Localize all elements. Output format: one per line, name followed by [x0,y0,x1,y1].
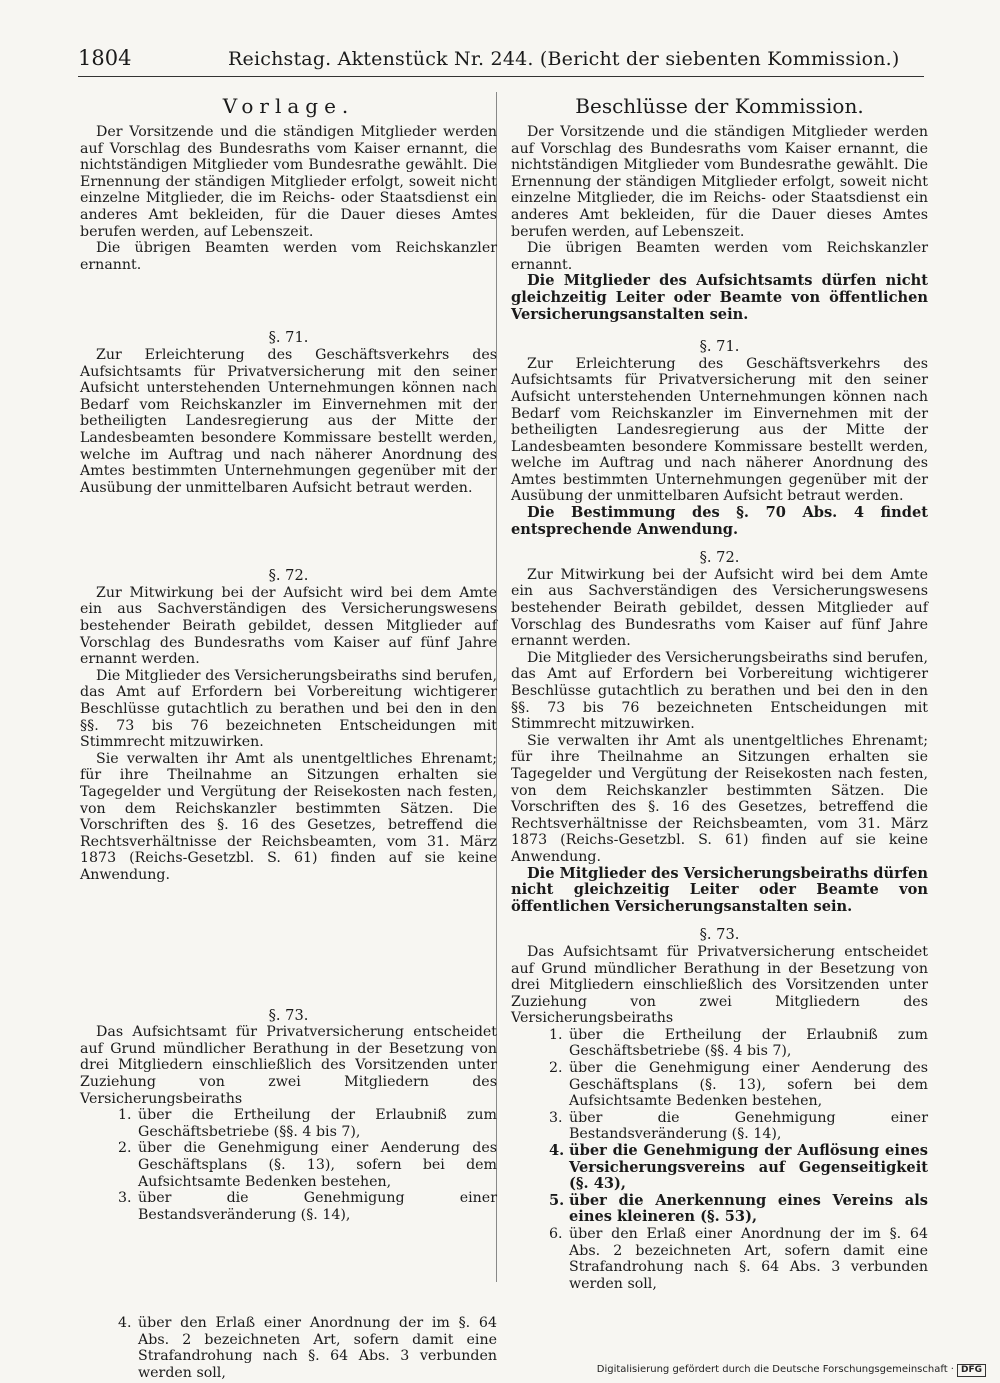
list-item [80,1107,497,1140]
left-section-71-paragraph-1: Zur Erleichterung des Geschäftsverkehrs des Aufsichtsamts für Privatversicherung mit den seiner Aufsicht unterstehenden Unternehmungen können nach Bedarf vom Reichskanzler im Einvernehmen mit der betheiligten Landesregierung aus der Mitte der Landesbeamten besondere Kommissare bestellt werden, welche im Auftrag und nach näherer Anordnung des Amtes bestimmten Unternehmungen gegenüber mit der Ausübung der unmittelbaren Aufsicht betraut werden. [80,346,497,496]
list-item-number: 1. [118,1107,132,1124]
left-section-72-heading: §. 72. [268,567,309,585]
dfg-logo: DFG [957,1364,986,1377]
list-item-number: 2. [549,1060,563,1077]
list-item-number: 1. [549,1026,563,1043]
running-title: Reichstag. Aktenstück Nr. 244. (Bericht der siebenten Kommission.) [228,48,900,70]
left-section-73-heading: §. 73. [268,1006,309,1024]
left-section-73-paragraph-1: Das Aufsichtsamt für Privatversicherung entscheidet auf Grund mündlicher Berathung in der Besetzung von drei Mitgliedern einschließlich des Vorsitzenden unter Zuziehung von zwei Mitgliedern des Versicherungsbeiraths [80,1024,497,1107]
list-item-text: über die Anerkennung eines Vereins als eines kleineren (§. 53), [569,1191,928,1226]
list-item-text: über die Genehmigung der Auflösung eines Versicherungsvereins auf Gegenseitigkeit (§. 43), [569,1142,928,1193]
list-item-text: über den Erlaß einer Anordnung der im §. 64 Abs. 2 bezeichneten Art, sofern damit eine Strafandrohung nach §. 64 Abs. 3 verbunden werden soll, [138,1315,497,1382]
list-item [80,1140,497,1190]
list-item [80,1315,497,1381]
list-item-number: 6. [549,1226,563,1242]
left-intro-paragraph-1: Der Vorsitzende und die ständigen Mitglieder werden auf Vorschlag des Bundesraths vom Kaiser ernannt, die nichtständigen Mitglieder vom Bundesrathe gewählt. Die Ernennung der ständigen Mitglieder erfolgt, soweit nicht einzelne Mitglieder, die im Reichs- oder Staatsdienst ein anderes Amt bekleiden, für die Dauer dieses Amtes berufen werden, auf Lebenszeit. [80,124,497,240]
credit-text: Digitalisierung gefördert durch die Deutsche Forschungsgemeinschaft · [596,1364,954,1375]
list-item [511,1060,928,1110]
left-section-71-heading: §. 71. [268,329,309,347]
left-intro-paragraph-2: Die übrigen Beamten werden vom Reichskanzler ernannt. [80,240,497,273]
right-section-71-paragraph-1: Zur Erleichterung des Geschäftsverkehrs des Aufsichtsamts für Privatversicherung mit den seiner Aufsicht unterstehenden Unternehmungen können nach Bedarf vom Reichskanzler im Einvernehmen mit der betheiligten Landesregierung aus der Mitte der Landesbeamten besondere Kommissare bestellt werden, welche im Auftrag und nach näherer Anordnung des Amtes bestimmten Unternehmungen gegenüber mit der Ausübung der unmittelbaren Aufsicht betraut werden. [511,355,928,505]
right-column [511,88,928,1292]
digitization-credit [597,1364,986,1377]
right-section-72-paragraph-4-amendment: Die Mitglieder des Versicherungsbeiraths dürfen nicht gleichzeitig Leiter oder Beamte von öffentlichen Versicherungsanstalten sein. [511,864,928,915]
right-intro-paragraph-2: Die übrigen Beamten werden vom Reichskanzler ernannt. [511,240,928,273]
list-item [80,1190,497,1223]
right-section-72-paragraph-1: Zur Mitwirkung bei der Aufsicht wird bei dem Amte ein aus Sachverständigen des Versicherungswesens bestehender Beirath gebildet, dessen Mitglieder auf Vorschlag des Bundesraths vom Kaiser auf fünf Jahre ernannt werden. [511,566,928,650]
page-number: 1804 [78,46,132,70]
right-section-71-paragraph-2-amendment: Die Bestimmung des §. 70 Abs. 4 findet entsprechende Anwendung. [511,504,928,538]
list-item-text: über den Erlaß einer Anordnung der im §. 64 Abs. 2 bezeichneten Art, sofern damit eine Strafandrohung nach §. 64 Abs. 3 verbunden werden soll, [569,1226,928,1292]
right-section-72-heading: §. 72. [699,549,740,567]
right-section-73-list [511,1027,928,1293]
left-section-72-paragraph-2: Die Mitglieder des Versicherungsbeiraths sind berufen, das Amt auf Erfordern bei Vorbereitung wichtigerer Beschlüsse gutachtlich zu berathen und bei den in den §§. 73 bis 76 bezeichneten Entscheidungen mit Stimmrecht mitzuwirken. [80,667,497,751]
page-header [78,40,924,77]
right-section-73-paragraph-1: Das Aufsichtsamt für Privatversicherung entscheidet auf Grund mündlicher Berathung in der Besetzung von drei Mitgliedern einschließlich des Vorsitzenden unter Zuziehung von zwei Mitgliedern des Versicherungsbeiraths [511,943,928,1027]
left-section-73-list [80,1107,497,1382]
right-column-title: Beschlüsse der Kommission. [575,94,864,118]
list-item-text: über die Genehmigung einer Bestandsveränderung (§. 14), [569,1109,928,1143]
list-item-text: über die Ertheilung der Erlaubniß zum Geschäftsbetriebe (§§. 4 bis 7), [569,1026,928,1060]
list-item-number: 3. [549,1109,563,1126]
list-item [511,1110,928,1143]
list-item-number: 5. [549,1191,565,1209]
list-item-number: 4. [118,1315,132,1332]
list-item-number: 3. [118,1190,132,1207]
right-section-73-heading: §. 73. [699,926,740,944]
left-column [80,88,497,1382]
list-item-amendment [511,1193,928,1226]
list-item-number: 2. [118,1140,132,1157]
right-section-72-paragraph-2: Die Mitglieder des Versicherungsbeiraths sind berufen, das Amt auf Erfordern bei Vorbereitung wichtigerer Beschlüsse gutachtlich zu berathen und bei den in den §§. 73 bis 76 bezeichneten Entscheidungen mit Stimmrecht mitzuwirken. [511,649,928,733]
list-item-text: über die Ertheilung der Erlaubniß zum Geschäftsbetriebe (§§. 4 bis 7), [138,1107,497,1140]
left-section-72-paragraph-3: Sie verwalten ihr Amt als unentgeltliches Ehrenamt; für ihre Theilnahme an Sitzungen erhalten sie Tagegelder und Vergütung der Reisekosten nach festen, von dem Reichskanzler bestimmten Sätzen. Die Vorschriften des §. 16 des Gesetzes, betreffend die Rechtsverhältnisse der Reichsbeamten, vom 31. März 1873 (Reichs-Gesetzbl. S. 61) finden auf sie keine Anwendung. [80,750,497,883]
right-intro-paragraph-1: Der Vorsitzende und die ständigen Mitglieder werden auf Vorschlag des Bundesraths vom Kaiser ernannt, die nichtständigen Mitglieder vom Bundesrathe gewählt. Die Ernennung der ständigen Mitglieder erfolgt, soweit nicht einzelne Mitglieder, die im Reichs- oder Staatsdienst ein anderes Amt bekleiden, für die Dauer dieses Amtes berufen werden, auf Lebenszeit. [511,124,928,240]
list-item-amendment [511,1143,928,1193]
right-intro-paragraph-3-amendment: Die Mitglieder des Aufsichtsamts dürfen nicht gleichzeitig Leiter oder Beamte von öffentlichen Versicherungsanstalten sein. [511,272,928,323]
left-column-title: Vorlage. [222,94,355,118]
right-section-72-paragraph-3: Sie verwalten ihr Amt als unentgeltliches Ehrenamt; für ihre Theilnahme an Sitzungen erhalten sie Tagegelder und Vergütung der Reisekosten nach festen, von dem Reichskanzler bestimmten Sätzen. Die Vorschriften des §. 16 des Gesetzes, betreffend die Rechtsverhältnisse der Reichsbeamten, vom 31. März 1873 (Reichs-Gesetzbl. S. 61) finden auf sie keine Anwendung. [511,732,928,865]
list-item-text: über die Genehmigung einer Aenderung des Geschäftsplans (§. 13), sofern bei dem Aufsichtsamte Bedenken bestehen, [569,1060,928,1110]
list-item [511,1226,928,1292]
right-section-71-heading: §. 71. [699,338,740,356]
list-item-text: über die Genehmigung einer Bestandsveränderung (§. 14), [138,1190,497,1223]
left-section-72-paragraph-1: Zur Mitwirkung bei der Aufsicht wird bei dem Amte ein aus Sachverständigen des Versicherungswesens bestehender Beirath gebildet, dessen Mitglieder auf Vorschlag des Bundesraths vom Kaiser auf fünf Jahre ernannt werden. [80,584,497,668]
list-item-text: über die Genehmigung einer Aenderung des Geschäftsplans (§. 13), sofern bei dem Aufsichtsamte Bedenken bestehen, [138,1140,497,1190]
list-item-number: 4. [549,1142,565,1160]
list-item [511,1027,928,1060]
